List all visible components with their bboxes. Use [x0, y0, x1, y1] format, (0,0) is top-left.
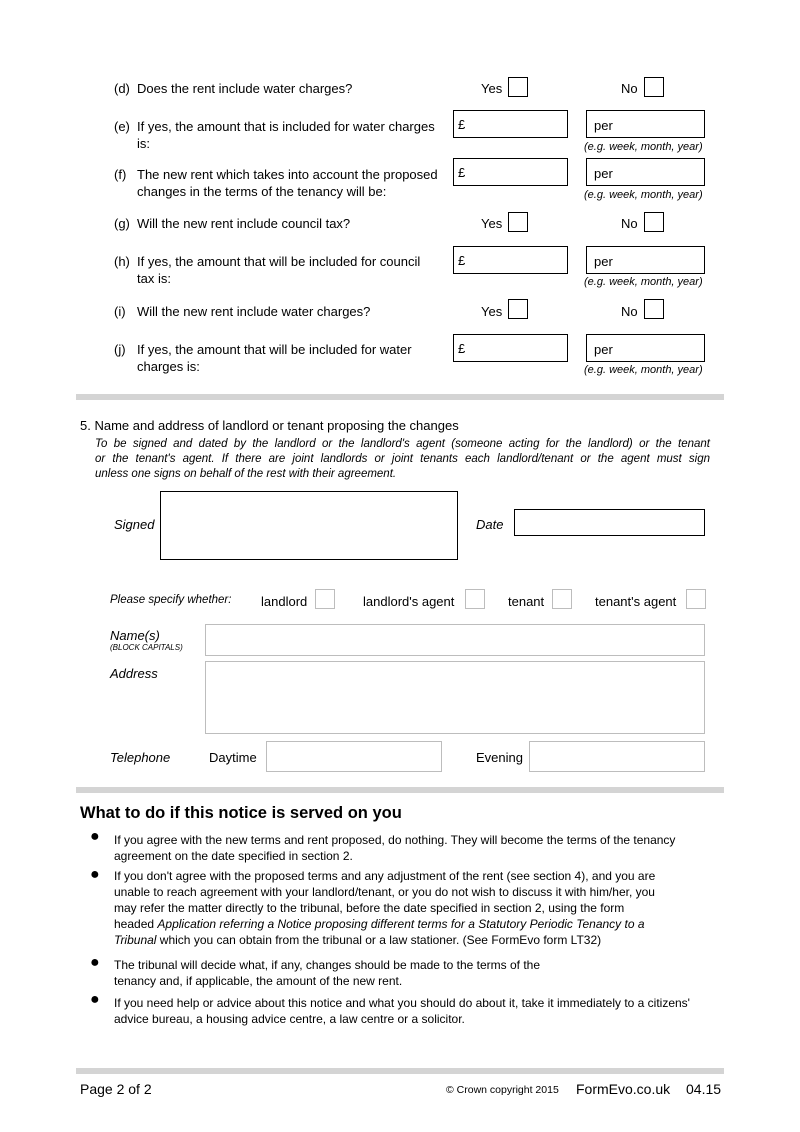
question-d-yes-checkbox[interactable]: [508, 77, 528, 97]
question-j-line1: If yes, the amount that will be included for water: [137, 342, 412, 357]
question-h-letter: (h): [114, 254, 130, 269]
names-field[interactable]: [205, 624, 705, 656]
new-rent-per-field[interactable]: [586, 158, 705, 186]
section-5-heading: 5. Name and address of landlord or tenant proposing the changes: [80, 418, 459, 433]
question-i-yes-checkbox[interactable]: [508, 299, 528, 319]
council-tax-per-field[interactable]: [586, 246, 705, 274]
question-f-line1: The new rent which takes into account the proposed: [137, 167, 438, 182]
new-rent-amount-field[interactable]: [453, 158, 568, 186]
water-charges-amount-field[interactable]: [453, 110, 568, 138]
specify-label: Please specify whether:: [110, 594, 232, 606]
names-label: Name(s): [110, 628, 160, 643]
question-d-text: Does the rent include water charges?: [137, 81, 353, 96]
address-label: Address: [110, 666, 158, 681]
per-label: per: [594, 342, 613, 357]
evening-label: Evening: [476, 750, 523, 765]
tenant-checkbox[interactable]: [552, 589, 572, 609]
landlords-agent-checkbox[interactable]: [465, 589, 485, 609]
currency-symbol: £: [458, 117, 466, 132]
version: 04.15: [686, 1081, 722, 1097]
currency-symbol: £: [458, 165, 466, 180]
landlords-agent-label: landlord's agent: [363, 594, 455, 609]
period-hint: (e.g. week, month, year): [584, 276, 703, 288]
question-e-line1: If yes, the amount that is included for water charges: [137, 119, 435, 134]
bullet-3-text: The tribunal will decide what, if any, changes should be made to the terms of the tenancy and, if applicable, the amount of the new rent.: [114, 958, 541, 988]
new-water-charges-amount-field[interactable]: [453, 334, 568, 362]
council-tax-amount-field[interactable]: [453, 246, 568, 274]
question-j-line2: charges is:: [137, 359, 200, 374]
question-g-letter: (g): [114, 216, 130, 231]
question-i-letter: (i): [114, 304, 126, 319]
question-g-yes-label: Yes: [481, 216, 503, 231]
signature-box[interactable]: [160, 491, 458, 560]
question-g-text: Will the new rent include council tax?: [137, 216, 351, 231]
question-d-yes-label: Yes: [481, 81, 503, 96]
period-hint: (e.g. week, month, year): [584, 189, 703, 201]
question-f-letter: (f): [114, 167, 127, 182]
brand: FormEvo.co.uk: [576, 1081, 671, 1097]
section-5-instruction-line2: or the tenant's agent. If there are joint landlords or joint tenants each landlord/tenant or the agent must sign: [95, 453, 710, 465]
water-charges-per-field[interactable]: [586, 110, 705, 138]
landlord-label: landlord: [261, 594, 308, 609]
landlord-checkbox[interactable]: [315, 589, 335, 609]
question-g-no-label: No: [621, 216, 638, 231]
question-e-letter: (e): [114, 119, 130, 134]
currency-symbol: £: [458, 253, 466, 268]
copyright: © Crown copyright 2015: [446, 1084, 559, 1096]
question-d-no-label: No: [621, 81, 638, 96]
daytime-phone-field[interactable]: [266, 741, 442, 772]
date-field[interactable]: [514, 509, 705, 536]
bullet-1-text: If you agree with the new terms and rent proposed, do nothing. They will become the terms of the tenancy agreement on the date specified in section 2.: [114, 833, 676, 863]
question-i-yes-label: Yes: [481, 304, 503, 319]
question-i-no-checkbox[interactable]: [644, 299, 664, 319]
tenants-agent-checkbox[interactable]: [686, 589, 706, 609]
period-hint: (e.g. week, month, year): [584, 141, 703, 153]
period-hint: (e.g. week, month, year): [584, 364, 703, 376]
bullet-icon: ●: [90, 954, 100, 971]
evening-phone-field[interactable]: [529, 741, 705, 772]
question-h-line1: If yes, the amount that will be included for council: [137, 254, 421, 269]
tenants-agent-label: tenant's agent: [595, 594, 677, 609]
block-capitals-hint: (BLOCK CAPITALS): [110, 643, 183, 652]
question-g-yes-checkbox[interactable]: [508, 212, 528, 232]
bullet-2-text: If you don't agree with the proposed terms and any adjustment of the rent (see section 4), and you are unable to reach agreement with your landlord/tenant, or you do not wish to discuss it with him/her, you may refer the matter directly to the tribunal, before the date specified in section 2, using the form headed Application referring a Notice proposing different terms for a Statutory Periodic Tenancy to a Tribunal which you can obtain from the tribunal or a law stationer. (See FormEvo form LT32): [114, 869, 656, 947]
address-field[interactable]: [205, 661, 705, 734]
bullet-4-text: If you need help or advice about this notice and what you should do about it, take it immediately to a citizens' advice bureau, a housing advice centre, a law centre or a solicitor.: [114, 996, 690, 1026]
question-h-line2: tax is:: [137, 271, 171, 286]
section-5-instruction-line1: To be signed and dated by the landlord or the landlord's agent (someone acting for the landlord) or the tenant: [95, 438, 710, 450]
question-f-line2: changes in the terms of the tenancy will be:: [137, 184, 387, 199]
question-i-no-label: No: [621, 304, 638, 319]
date-label: Date: [476, 517, 504, 532]
telephone-label: Telephone: [110, 750, 171, 765]
new-water-charges-per-field[interactable]: [586, 334, 705, 362]
footer-divider: [76, 1068, 724, 1074]
bullet-icon: ●: [90, 866, 100, 883]
currency-symbol: £: [458, 341, 466, 356]
question-d-no-checkbox[interactable]: [644, 77, 664, 97]
question-d-letter: (d): [114, 81, 130, 96]
bullet-icon: ●: [90, 828, 100, 845]
tenant-label: tenant: [508, 594, 545, 609]
per-label: per: [594, 166, 613, 181]
per-label: per: [594, 118, 613, 133]
question-e-line2: is:: [137, 136, 150, 151]
bullet-icon: ●: [90, 991, 100, 1008]
signed-label: Signed: [114, 517, 155, 532]
section-divider: [76, 394, 724, 400]
question-i-text: Will the new rent include water charges?: [137, 304, 371, 319]
page-number: Page 2 of 2: [80, 1081, 152, 1097]
section-5-instruction-line3: unless one signs on behalf of the rest with their agreement.: [95, 468, 397, 480]
daytime-label: Daytime: [209, 750, 257, 765]
question-g-no-checkbox[interactable]: [644, 212, 664, 232]
section-divider: [76, 787, 724, 793]
per-label: per: [594, 254, 613, 269]
question-j-letter: (j): [114, 342, 126, 357]
what-to-do-heading: What to do if this notice is served on you: [80, 804, 402, 822]
